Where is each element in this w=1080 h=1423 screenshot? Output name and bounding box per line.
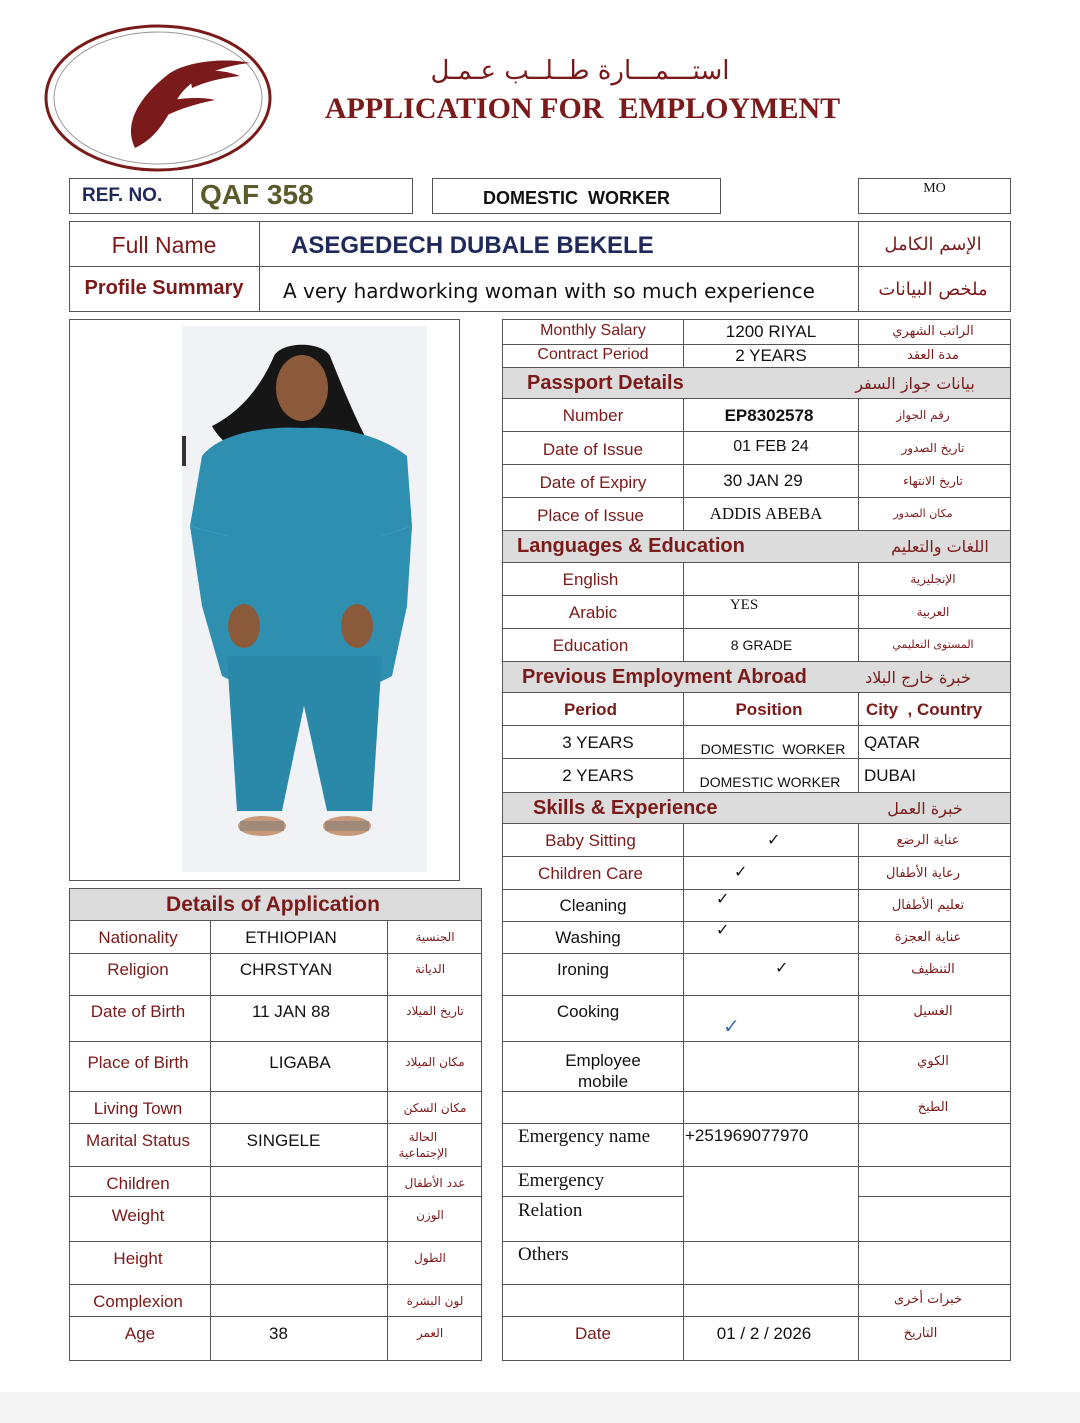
place-of-birth-value: LIGABA bbox=[269, 1053, 331, 1072]
height-label: Height bbox=[113, 1249, 163, 1268]
ironing-arabic: التنظيف bbox=[911, 962, 955, 977]
applicant-photo bbox=[182, 326, 427, 872]
nationality-value: ETHIOPIAN bbox=[245, 928, 337, 947]
details-heading: Details of Application bbox=[166, 893, 380, 916]
date-of-expiry-value: 30 JAN 29 bbox=[723, 471, 803, 490]
cooking-label: Cooking bbox=[556, 1002, 620, 1021]
weight-arabic: الوزن bbox=[416, 1208, 444, 1222]
full-name-value: ASEGEDECH DUBALE BEKELE bbox=[291, 232, 654, 259]
children-arabic: عدد الأطفال bbox=[404, 1176, 466, 1190]
profile-summary-label: Profile Summary bbox=[84, 277, 244, 299]
profile-summary-value: A very hardworking woman with so much experience bbox=[283, 279, 815, 303]
period-column-header: Period bbox=[564, 700, 617, 719]
cleaning-arabic: تعليم الأطفال bbox=[891, 898, 965, 913]
religion-value: CHRSTYAN bbox=[239, 960, 333, 979]
job-title: DOMESTIC WORKER bbox=[483, 188, 670, 208]
baby-sitting-label: Baby Sitting bbox=[545, 831, 636, 850]
previous-position-1: DOMESTIC WORKER bbox=[700, 741, 846, 757]
previous-period-2: 2 YEARS bbox=[562, 766, 634, 785]
previous-position-2: DOMESTIC WORKER bbox=[699, 774, 841, 790]
emergency-name-value: +251969077970 bbox=[685, 1126, 809, 1145]
profile-summary-arabic: ملخص البيانات bbox=[878, 279, 988, 300]
arabic-title: استـــمـــارة طــلــب عـمـل bbox=[430, 56, 730, 86]
date-label: Date bbox=[575, 1324, 611, 1343]
date-of-birth-value: 11 JAN 88 bbox=[251, 1002, 331, 1021]
place-of-birth-label: Place of Birth bbox=[87, 1053, 189, 1072]
monthly-salary-arabic: الراتب الشهري bbox=[892, 324, 974, 339]
complexion-label: Complexion bbox=[93, 1292, 183, 1311]
others-arabic: خبرات أخرى bbox=[893, 1292, 963, 1307]
height-arabic: الطول bbox=[414, 1251, 446, 1265]
emergency-name-label: Emergency name bbox=[518, 1126, 651, 1147]
emergency-label: Emergency bbox=[518, 1170, 605, 1191]
marital-status-value: SINGELE bbox=[246, 1131, 321, 1150]
washing-arabic: عناية العجزة bbox=[894, 930, 962, 945]
page-title: APPLICATION FOR EMPLOYMENT bbox=[324, 92, 841, 125]
children-care-arabic: رعاية الأطفال bbox=[885, 866, 961, 881]
skills-heading-arabic: خبرة العمل bbox=[887, 799, 963, 818]
english-label: English bbox=[562, 570, 619, 589]
place-of-issue-label: Place of Issue bbox=[537, 506, 644, 525]
children-care-label: Children Care bbox=[538, 864, 643, 883]
blank-row-arabic: الطبخ bbox=[917, 1100, 949, 1115]
date-of-issue-label: Date of Issue bbox=[542, 440, 644, 459]
page-bottom-edge bbox=[0, 1392, 1080, 1423]
passport-number-value: EP8302578 bbox=[724, 406, 814, 425]
languages-heading: Languages & Education bbox=[517, 535, 745, 557]
code-value: MO bbox=[923, 181, 946, 196]
place-of-issue-arabic: مكان الصدور bbox=[893, 507, 953, 520]
full-name-arabic: الإسم الكامل bbox=[884, 234, 982, 255]
cooking-arabic: الغسيل bbox=[913, 1004, 953, 1019]
date-of-expiry-label: Date of Expiry bbox=[539, 473, 647, 492]
ironing-label: Ironing bbox=[557, 960, 609, 979]
place-of-issue-value: ADDIS ABEBA bbox=[709, 504, 823, 523]
arabic-value: YES bbox=[729, 597, 759, 613]
monthly-salary-label: Monthly Salary bbox=[540, 322, 646, 339]
arabic-arabic: العربية bbox=[916, 605, 950, 619]
passport-heading-arabic: بيانات جواز السفر bbox=[855, 374, 975, 393]
monthly-salary-value: 1200 RIYAL bbox=[725, 322, 817, 341]
children-care-check: ✓ bbox=[734, 862, 748, 881]
living-town-label: Living Town bbox=[93, 1099, 183, 1118]
contract-period-label: Contract Period bbox=[537, 346, 649, 363]
previous-period-1: 3 YEARS bbox=[562, 733, 634, 752]
languages-heading-arabic: اللغات والتعليم bbox=[891, 537, 989, 556]
washing-label: Washing bbox=[555, 928, 621, 947]
relation-label: Relation bbox=[518, 1200, 583, 1221]
children-label: Children bbox=[106, 1174, 170, 1193]
employee-mobile-label: Employee mobile bbox=[565, 1051, 641, 1091]
religion-arabic: الديانة bbox=[414, 962, 446, 976]
age-label: Age bbox=[124, 1324, 156, 1343]
cooking-check: ✓ bbox=[723, 1014, 740, 1038]
previous-city-1: QATAR bbox=[864, 733, 921, 752]
passport-number-arabic: رقم الجواز bbox=[896, 408, 950, 422]
date-of-issue-arabic: تاريخ الصدور bbox=[901, 441, 965, 455]
date-of-birth-arabic: تاريخ الميلاد bbox=[406, 1004, 464, 1018]
skills-heading: Skills & Experience bbox=[533, 797, 718, 819]
place-of-birth-arabic: مكان الميلاد bbox=[405, 1055, 465, 1069]
weight-label: Weight bbox=[111, 1206, 165, 1225]
marital-status-label: Marital Status bbox=[86, 1131, 190, 1150]
date-arabic: التاريخ bbox=[903, 1326, 938, 1341]
complexion-arabic: لون البشرة bbox=[406, 1294, 464, 1308]
details-table bbox=[69, 888, 482, 1361]
education-label: Education bbox=[552, 636, 629, 655]
washing-check: ✓ bbox=[716, 920, 730, 939]
nationality-label: Nationality bbox=[98, 928, 178, 947]
previous-city-2: DUBAI bbox=[864, 766, 916, 785]
religion-label: Religion bbox=[107, 960, 169, 979]
age-value: 38 bbox=[269, 1324, 288, 1343]
contract-period-arabic: مدة العقد bbox=[907, 348, 959, 363]
date-value: 01 / 2 / 2026 bbox=[716, 1324, 812, 1343]
ref-value: QAF 358 bbox=[200, 179, 314, 210]
position-column-header: Position bbox=[735, 700, 803, 719]
ironing-check: ✓ bbox=[775, 958, 789, 977]
baby-sitting-check: ✓ bbox=[767, 830, 781, 849]
cleaning-check: ✓ bbox=[716, 889, 730, 908]
city-country-column-header: City , Country bbox=[866, 700, 983, 719]
marital-status-arabic: الحالة الإجتماعية bbox=[398, 1130, 448, 1160]
previous-employment-heading-arabic: خبرة خارج البلاد bbox=[865, 668, 971, 687]
ref-label: REF. NO. bbox=[82, 185, 163, 206]
passport-heading: Passport Details bbox=[527, 372, 684, 394]
english-arabic: الإنجليزية bbox=[910, 572, 956, 586]
passport-number-label: Number bbox=[562, 406, 624, 425]
living-town-arabic: مكان السكن bbox=[403, 1101, 467, 1115]
employee-mobile-arabic: الكوي bbox=[917, 1054, 949, 1069]
date-of-expiry-arabic: تاريخ الانتهاء bbox=[903, 474, 963, 488]
date-of-issue-value: 01 FEB 24 bbox=[733, 438, 809, 455]
full-name-label: Full Name bbox=[111, 232, 217, 258]
previous-employment-heading: Previous Employment Abroad bbox=[522, 666, 807, 688]
age-arabic: العمر bbox=[416, 1326, 444, 1340]
date-of-birth-label: Date of Birth bbox=[90, 1002, 186, 1021]
others-label: Others bbox=[518, 1244, 569, 1265]
education-value: 8 GRADE bbox=[730, 637, 793, 653]
education-arabic: المستوى التعليمي bbox=[892, 638, 974, 651]
cleaning-label: Cleaning bbox=[559, 896, 627, 915]
baby-sitting-arabic: عناية الرضع bbox=[896, 833, 960, 848]
contract-period-value: 2 YEARS bbox=[735, 346, 807, 365]
nationality-arabic: الجنسية bbox=[415, 930, 455, 944]
company-logo bbox=[40, 18, 280, 178]
arabic-label: Arabic bbox=[568, 603, 618, 622]
